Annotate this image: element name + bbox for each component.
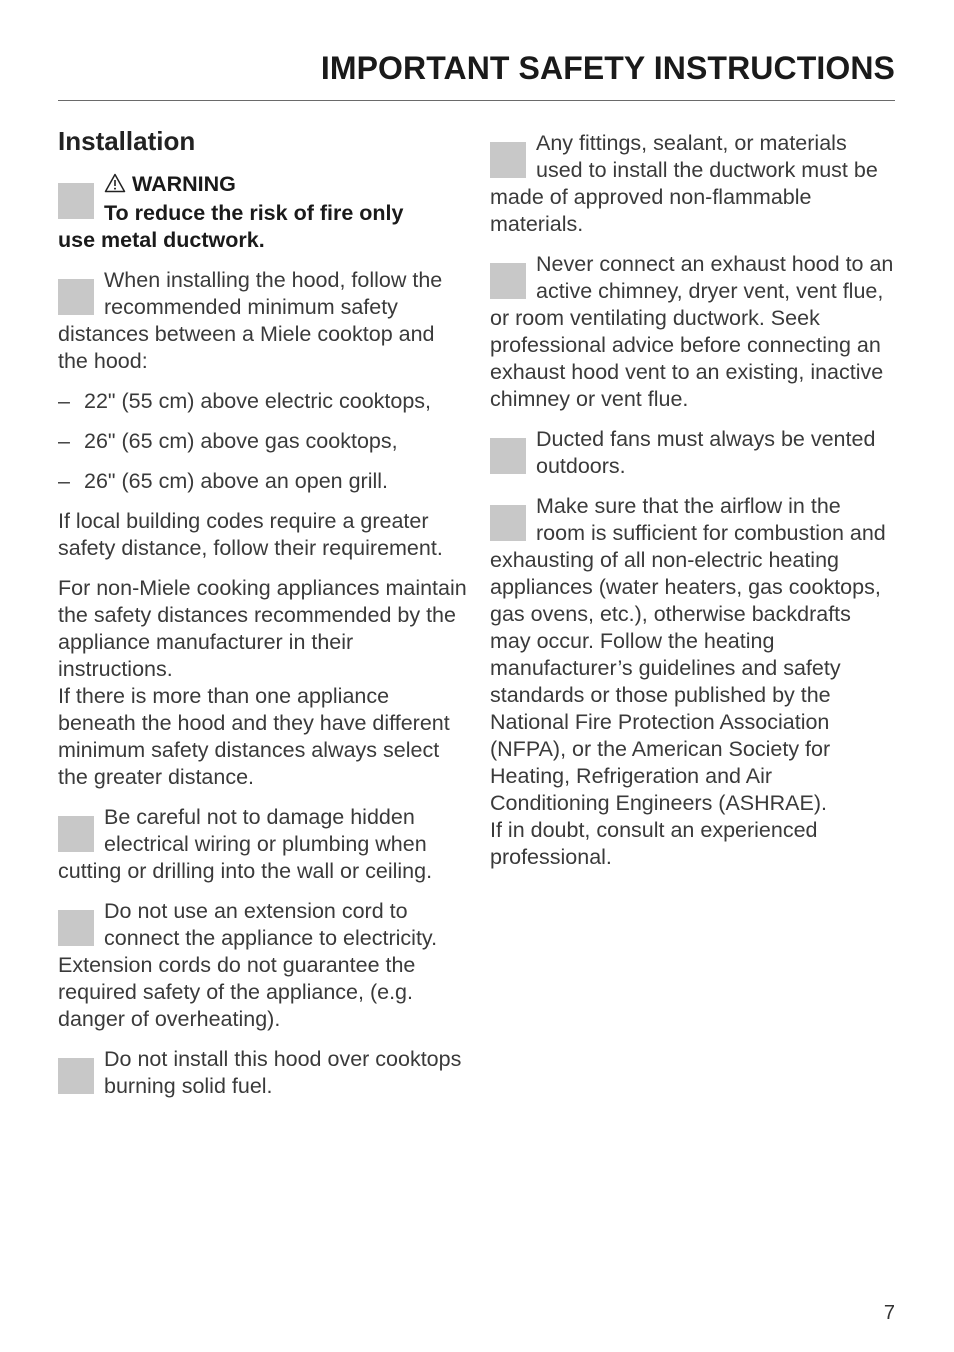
- bullet-marker: [58, 1058, 94, 1094]
- paragraph: [58, 575, 468, 791]
- instruction-paragraph: [58, 804, 468, 885]
- instruction-paragraph: [490, 130, 895, 238]
- paragraph-text: Ducted fans must always be vented outdoors.: [536, 427, 876, 478]
- header-rule: [58, 100, 895, 101]
- instruction-paragraph: [490, 251, 895, 413]
- list-item: [58, 428, 468, 455]
- list-item: [58, 468, 468, 495]
- paragraph-text: When installing the hood, follow the recommended minimum safety distances between a Miele cooktop and the hood:: [58, 268, 443, 373]
- instruction-paragraph: [490, 493, 895, 871]
- warning-text-line2: use metal ductwork.: [58, 228, 265, 252]
- paragraph-text: Be careful not to damage hidden electrical wiring or plumbing when cutting or drilling into the wall or ceiling.: [58, 805, 433, 883]
- paragraph-text: Do not use an extension cord to connect the appliance to electricity. Extension cords do not guarantee the required safety of the appliance, (e.g. danger of overheating).: [58, 899, 438, 1031]
- list-item-text: 26" (65 cm) above an open grill.: [84, 469, 389, 493]
- instruction-paragraph: [490, 426, 895, 480]
- warning-label: WARNING: [132, 172, 236, 196]
- dash-bullet: –: [58, 469, 70, 493]
- bullet-marker: [58, 279, 94, 315]
- page-number: 7: [883, 1302, 895, 1324]
- list-item-text: 22" (55 cm) above electric cooktops,: [84, 389, 432, 413]
- warning-triangle-icon: [104, 173, 126, 200]
- warning-text-line1: To reduce the risk of fire only: [104, 201, 404, 225]
- bullet-marker: [490, 438, 526, 474]
- paragraph-text: Do not install this hood over cooktops burning solid fuel.: [104, 1047, 462, 1098]
- left-column: [58, 126, 468, 1113]
- paragraph-text: Any fittings, sealant, or materials used to install the ductwork must be made of approved non-flammable materials.: [490, 131, 878, 236]
- section-heading: Installation: [58, 126, 196, 156]
- instruction-paragraph: [58, 898, 468, 1033]
- bullet-marker: [58, 910, 94, 946]
- instruction-paragraph: [58, 1046, 468, 1100]
- bullet-marker: [490, 142, 526, 178]
- bullet-marker: [490, 263, 526, 299]
- paragraph-text: For non-Miele cooking appliances maintain the safety distances recommended by the appliance manufacturer in their instructions.: [58, 576, 467, 681]
- paragraph-text: Make sure that the airflow in the room is sufficient for combustion and exhausting of all non-electric heating appliances (water heaters, gas cooktops, gas ovens, etc.), otherwise backdrafts may occur. Follow the heating manufacturer’s guidelines and safety standards or those published by the National Fire Protection Association (NFPA), or the American Society for Heating, Refrigeration and Air Conditioning Engineers (ASHRAE).: [490, 494, 886, 815]
- list-item-text: 26" (65 cm) above gas cooktops,: [84, 429, 398, 453]
- bullet-marker: [490, 505, 526, 541]
- list-item: [58, 388, 468, 415]
- bullet-marker: [58, 816, 94, 852]
- paragraph-text: Never connect an exhaust hood to an active chimney, dryer vent, vent flue, or room ventilating ductwork. Seek professional advice before connecting an exhaust hood vent to an existing, inactive chimney or vent flue.: [490, 252, 894, 411]
- paragraph-text: If there is more than one appliance beneath the hood and they have different minimum safety distances always select the greater distance.: [58, 684, 450, 789]
- paragraph-text: If in doubt, consult an experienced professional.: [490, 818, 818, 869]
- page-title: IMPORTANT SAFETY INSTRUCTIONS: [320, 50, 895, 86]
- bullet-marker: [58, 183, 94, 219]
- warning-block: [58, 171, 468, 254]
- instruction-paragraph: [58, 267, 468, 375]
- dash-bullet: –: [58, 389, 70, 413]
- right-column: [490, 130, 895, 884]
- paragraph: If local building codes require a greater safety distance, follow their requirement.: [58, 509, 443, 560]
- dash-bullet: –: [58, 429, 70, 453]
